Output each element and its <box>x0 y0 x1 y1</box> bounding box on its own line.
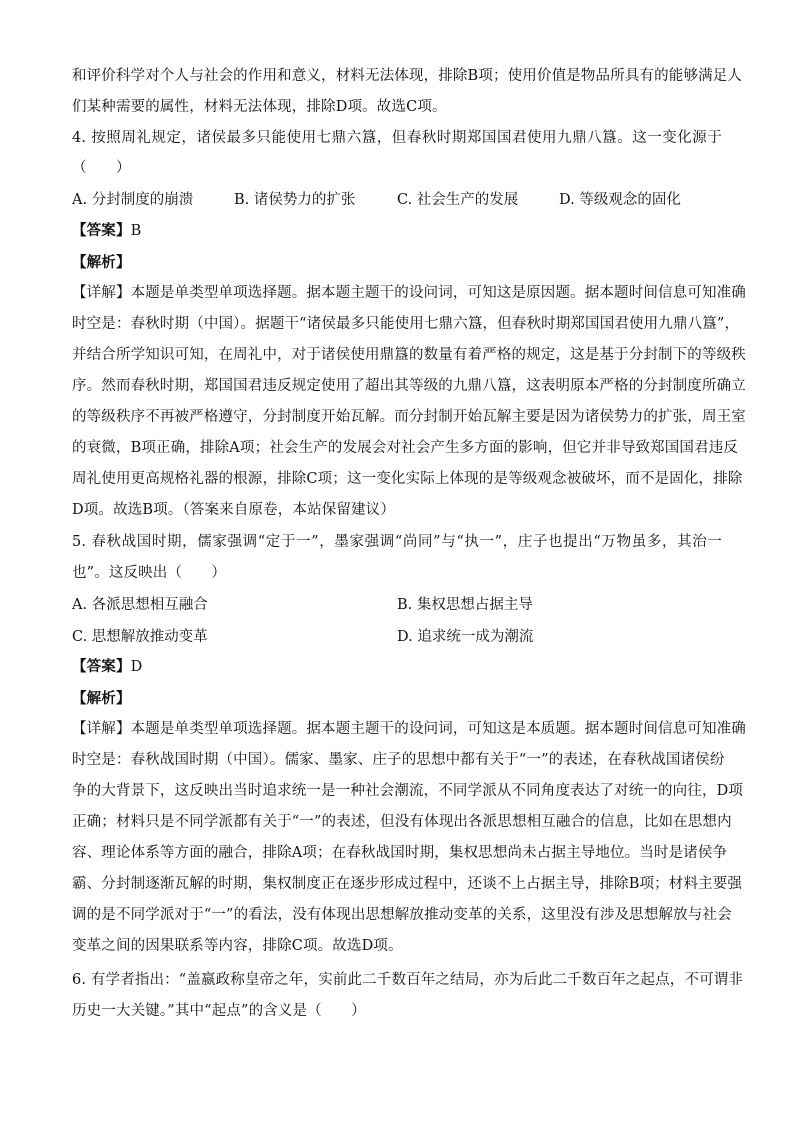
q4-detail-line: 周礼使用更高规格礼器的根源，排除C项；这一变化实际上体现的是等级观念被破坏，而不是固化，排除 <box>72 471 743 487</box>
q5-detail-line: 【详解】本题是单类型单项选择题。据本题主题干的设问词，可知这是本质题。据本题时间信息可知准确 <box>72 721 746 737</box>
q5-option-a: A. 各派思想相互融合 <box>72 597 208 613</box>
q4-detail-line: 的衰微，B项正确，排除A项；社会生产的发展会对社会产生多方面的影响，但它并非导致郑国国君违反 <box>72 440 739 456</box>
q6-stem-line-1: 6. 有学者指出：“盖嬴政称皇帝之年，实前此二千数百年之结局，亦为后此二千数百年之起点，不可谓非 <box>72 972 744 988</box>
q4-detail-line: 的等级秩序不再被严格遵守，分封制度开始瓦解。而分封制开始瓦解主要是因为诸侯势力的扩张，周王室 <box>72 409 746 425</box>
q5-detail-line: 争的大背景下，这反映出当时追求统一是一种社会潮流，不同学派从不同角度表达了对统一的向往，D项 <box>72 783 744 799</box>
answer-value: D <box>130 659 143 675</box>
q4-detail-line: 【详解】本题是单类型单项选择题。据本题主题干的设问词，可知这是原因题。据本题时间信息可知准确 <box>72 285 746 301</box>
q5-option-d: D. 追求统一成为潮流 <box>397 629 534 645</box>
q4-detail-line: 并结合所学知识可知，在周礼中，对于诸侯使用鼎簋的数量有着严格的规定，这是基于分封制下的等级秩 <box>72 347 746 363</box>
q5-detail-line: 调的是不同学派对于“一”的看法，没有体现出思想解放推动变革的关系，这里没有涉及思想解放与社会 <box>72 907 732 923</box>
q4-option-a: A. 分封制度的崩溃 <box>72 192 194 208</box>
q4-detail-line: D项。故选B项。（答案来自原卷，本站保留建议） <box>72 502 395 518</box>
q4-detail-line: 时空是：春秋时期（中国）。据题干“诸侯最多只能使用七鼎六簋，但春秋时期郑国国君使用九鼎八簋”， <box>72 316 740 332</box>
intro-line-2: 们某种需要的属性，材料无法体现，排除D项。故选C项。 <box>72 99 447 115</box>
q6-stem-line-2: 历史一大关键。”其中“起点”的含义是（ ） <box>72 1003 366 1019</box>
q4-stem-line-1: 4. 按照周礼规定，诸侯最多只能使用七鼎六簋，但春秋时期郑国国君使用九鼎八簋。这一变化源于 <box>72 130 722 146</box>
q5-analysis-tag: 【解析】 <box>72 690 131 707</box>
q4-answer <box>72 221 722 241</box>
q5-option-c: C. 思想解放推动变革 <box>72 629 208 645</box>
answer-tag: 【答案】 <box>72 658 131 675</box>
q5-answer <box>72 657 722 677</box>
q4-detail-line: 序。然而春秋时期，郑国国君违反规定使用了超出其等级的九鼎八簋，这表明原本严格的分封制度所确立 <box>72 378 746 394</box>
q4-analysis-tag: 【解析】 <box>72 254 131 271</box>
q5-option-b: B. 集权思想占据主导 <box>397 597 533 613</box>
q5-stem-line-1: 5. 春秋战国时期，儒家强调“定于一”，墨家强调“尚同”与“执一”，庄子也提出“万物虽多，其治一 <box>72 534 722 550</box>
q4-option-c: C. 社会生产的发展 <box>397 192 519 208</box>
q5-detail-line: 正确；材料只是不同学派都有关于“一”的表述，但没有体现出各派思想相互融合的信息，比如在思想内 <box>72 814 732 830</box>
answer-value: B <box>130 223 142 239</box>
answer-tag: 【答案】 <box>72 222 131 239</box>
q4-option-b: B. 诸侯势力的扩张 <box>234 192 356 208</box>
q5-stem-line-2: 也”。这反映出（ ） <box>72 565 227 581</box>
q4-stem-line-2: （ ） <box>72 160 131 176</box>
q5-detail-line: 时空是：春秋战国时期（中国）。儒家、墨家、庄子的思想中都有关于“一”的表述，在春秋战国诸侯纷 <box>72 752 725 768</box>
q4-option-d: D. 等级观念的固化 <box>559 192 681 208</box>
q5-detail-line: 容、理论体系等方面的融合，排除A项；在春秋战国时期，集权思想尚未占据主导地位。当时是诸侯争 <box>72 845 728 861</box>
intro-line-1: 和评价科学对个人与社会的作用和意义，材料无法体现，排除B项；使用价值是物品所具有的能够满足人 <box>72 68 743 84</box>
q5-detail-line: 变革之间的因果联系等内容，排除C项。故选D项。 <box>72 938 403 954</box>
q5-detail-line: 霸、分封制逐渐瓦解的时期，集权制度正在逐步形成过程中，还谈不上占据主导，排除B项；材料主要强 <box>72 876 743 892</box>
